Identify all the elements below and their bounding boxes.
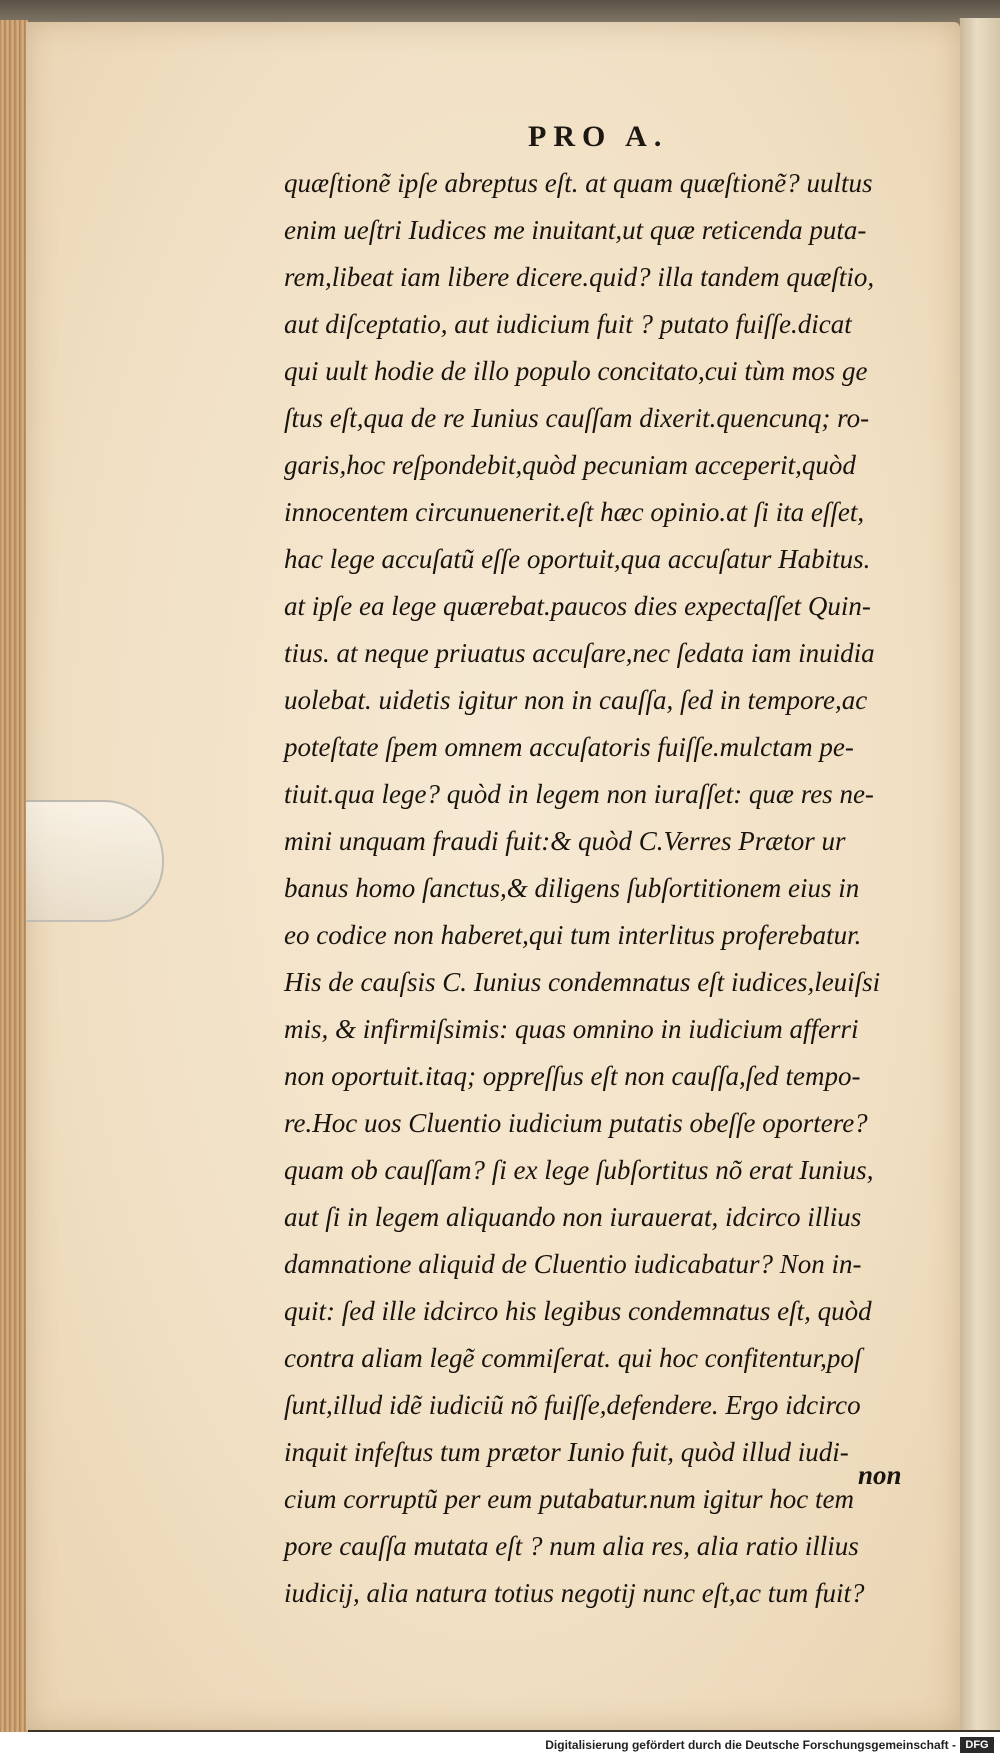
page-clip: [26, 800, 164, 922]
text-line: aut ſi in legem aliquando non iurauerat, idcirco illius: [284, 1202, 862, 1232]
text-line: tiuit.qua lege? quòd in legem non iuraſſet: quæ res ne-: [284, 779, 874, 809]
text-line: uolebat. uidetis igitur non in cauſſa, ſed in tempore,ac: [284, 685, 868, 715]
text-line: ſtus eſt,qua de re Iunius cauſſam dixerit.quencunq; ro-: [284, 403, 870, 433]
text-line: pore cauſſa mutata eſt ? num alia res, alia ratio illius: [284, 1531, 859, 1561]
book-page-edges: [0, 20, 28, 1732]
text-line: non oportuit.itaq; oppreſſus eſt non cauſſa,ſed tempo-: [284, 1061, 861, 1091]
footer-bar: [0, 1732, 1000, 1760]
text-line: ſunt,illud idẽ iudiciũ nõ fuiſſe,defendere. Ergo idcirco: [284, 1390, 861, 1420]
text-line: quit: ſed ille idcirco his legibus condemnatus eſt, quòd: [284, 1296, 872, 1326]
text-line: inquit infeſtus tum prætor Iunio fuit, quòd illud iudi-: [284, 1437, 849, 1467]
text-line: cium corruptũ per eum putabatur.num igitur hoc tem: [284, 1484, 854, 1514]
text-line: at ipſe ea lege quærebat.paucos dies expectaſſet Quin-: [284, 591, 871, 621]
text-line: eo codice non haberet,qui tum interlitus proferebatur.: [284, 920, 862, 950]
text-line: hac lege accuſatũ eſſe oportuit,qua accuſatur Habitus.: [284, 544, 871, 574]
text-block: [284, 160, 944, 1617]
text-line: quæſtionẽ ipſe abreptus eſt. at quam quæſtionẽ? uultus: [284, 168, 873, 198]
text-line: tius. at neque priuatus accuſare,nec ſedata iam inuidia: [284, 638, 875, 668]
text-line: re.Hoc uos Cluentio iudicium putatis obeſſe oportere?: [284, 1108, 868, 1138]
catchword: non: [858, 1460, 902, 1490]
dfg-logo-icon: DFG: [960, 1737, 994, 1753]
text-line: mini unquam fraudi fuit:& quòd C.Verres Prætor ur: [284, 826, 846, 856]
text-line: contra aliam legẽ commiſerat. qui hoc confitentur,poſ: [284, 1343, 862, 1373]
text-line: quam ob cauſſam? ſi ex lege ſubſortitus nõ erat Iunius,: [284, 1155, 874, 1185]
footer-credit: Digitalisierung gefördert durch die Deutsche Forschungsgemeinschaft -: [545, 1738, 956, 1752]
text-line: garis,hoc reſpondebit,quòd pecuniam acceperit,quòd: [284, 450, 856, 480]
facing-page-edge: [958, 18, 1000, 1730]
text-line: iudicij, alia natura totius negotij nunc eſt,ac tum fuit?: [284, 1578, 865, 1608]
running-head: PRO A.: [528, 120, 669, 153]
text-line: His de cauſsis C. Iunius condemnatus eſt iudices,leuiſsi: [284, 967, 881, 997]
text-line: aut diſceptatio, aut iudicium fuit ? putato fuiſſe.dicat: [284, 309, 852, 339]
text-line: enim ueſtri Iudices me inuitant,ut quæ reticenda puta-: [284, 215, 867, 245]
text-line: mis, & infirmiſsimis: quas omnino in iudicium afferri: [284, 1014, 859, 1044]
text-line: qui uult hodie de illo populo concitato,cui tùm mos ge: [284, 356, 868, 386]
text-line: innocentem circunuenerit.eſt hæc opinio.at ſi ita eſſet,: [284, 497, 865, 527]
text-line: rem,libeat iam libere dicere.quid? illa tandem quæſtio,: [284, 262, 875, 292]
text-line: poteſtate ſpem omnem accuſatoris fuiſſe.mulctam pe-: [284, 732, 854, 762]
text-line: banus homo ſanctus,& diligens ſubſortitionem eius in: [284, 873, 860, 903]
text-line: damnatione aliquid de Cluentio iudicabatur? Non in-: [284, 1249, 862, 1279]
